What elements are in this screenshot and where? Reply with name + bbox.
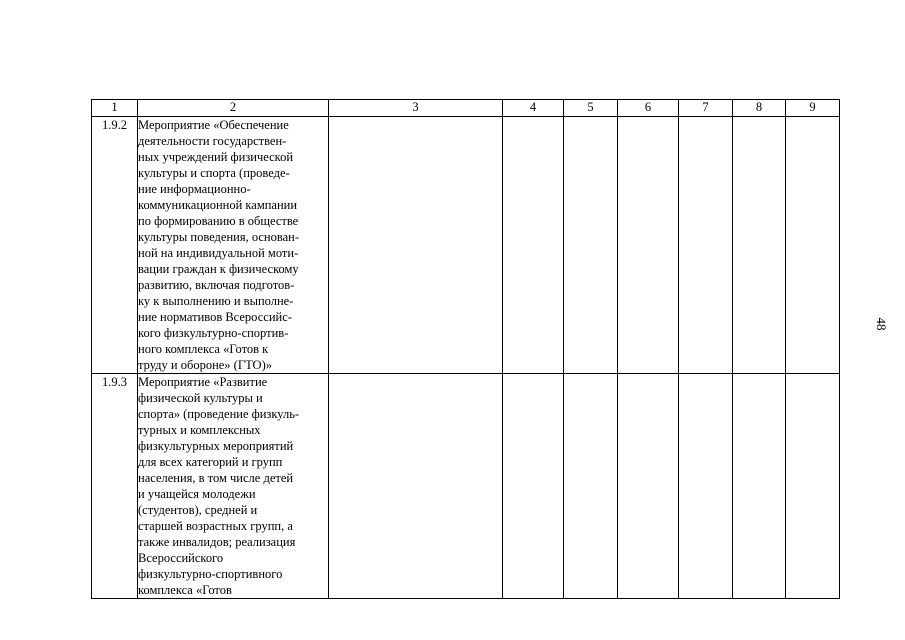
column-number-row — [92, 100, 840, 117]
column-header-8: 8 — [733, 100, 786, 117]
empty-cell — [786, 374, 840, 599]
empty-cell — [564, 374, 618, 599]
empty-cell — [503, 374, 564, 599]
column-header-9: 9 — [786, 100, 840, 117]
empty-cell — [618, 117, 679, 374]
page-number: 48 — [874, 317, 889, 331]
row-description: Мероприятие «Развитие физической культуры и спорта» (проведение физкуль- турных и комплексных физкультурных мероприятий для всех категорий и групп населения, в том числе детей и учащейся молодежи (студентов), средней и старшей возрастных групп, а также инвалидов; реализация Всероссийского физкультурно-спортивного комплекса «Готов — [138, 374, 329, 599]
table-row — [92, 117, 840, 374]
empty-cell — [733, 117, 786, 374]
column-header-2: 2 — [138, 100, 329, 117]
empty-cell — [329, 374, 503, 599]
empty-cell — [679, 374, 733, 599]
row-description: Мероприятие «Обеспечение деятельности государствен- ных учреждений физической культуры и спорта (проведе- ние информационно- коммуникационной кампании по формированию в обществе культуры поведения, основан- ной на индивидуальной моти- вации граждан к физическому развитию, включая подготов- ку к выполнению и выполне- ние нормативов Всероссийс- кого физкультурно-спортив- ного комплекса «Готов к труду и обороне» (ГТО)» — [138, 117, 329, 374]
empty-cell — [679, 117, 733, 374]
column-header-1: 1 — [92, 100, 138, 117]
table-row — [92, 374, 840, 599]
empty-cell — [564, 117, 618, 374]
row-number: 1.9.3 — [92, 374, 138, 599]
column-header-5: 5 — [564, 100, 618, 117]
column-header-6: 6 — [618, 100, 679, 117]
empty-cell — [618, 374, 679, 599]
empty-cell — [786, 117, 840, 374]
column-header-3: 3 — [329, 100, 503, 117]
column-header-4: 4 — [503, 100, 564, 117]
empty-cell — [733, 374, 786, 599]
row-number: 1.9.2 — [92, 117, 138, 374]
empty-cell — [503, 117, 564, 374]
column-header-7: 7 — [679, 100, 733, 117]
empty-cell — [329, 117, 503, 374]
measures-table — [91, 99, 840, 599]
